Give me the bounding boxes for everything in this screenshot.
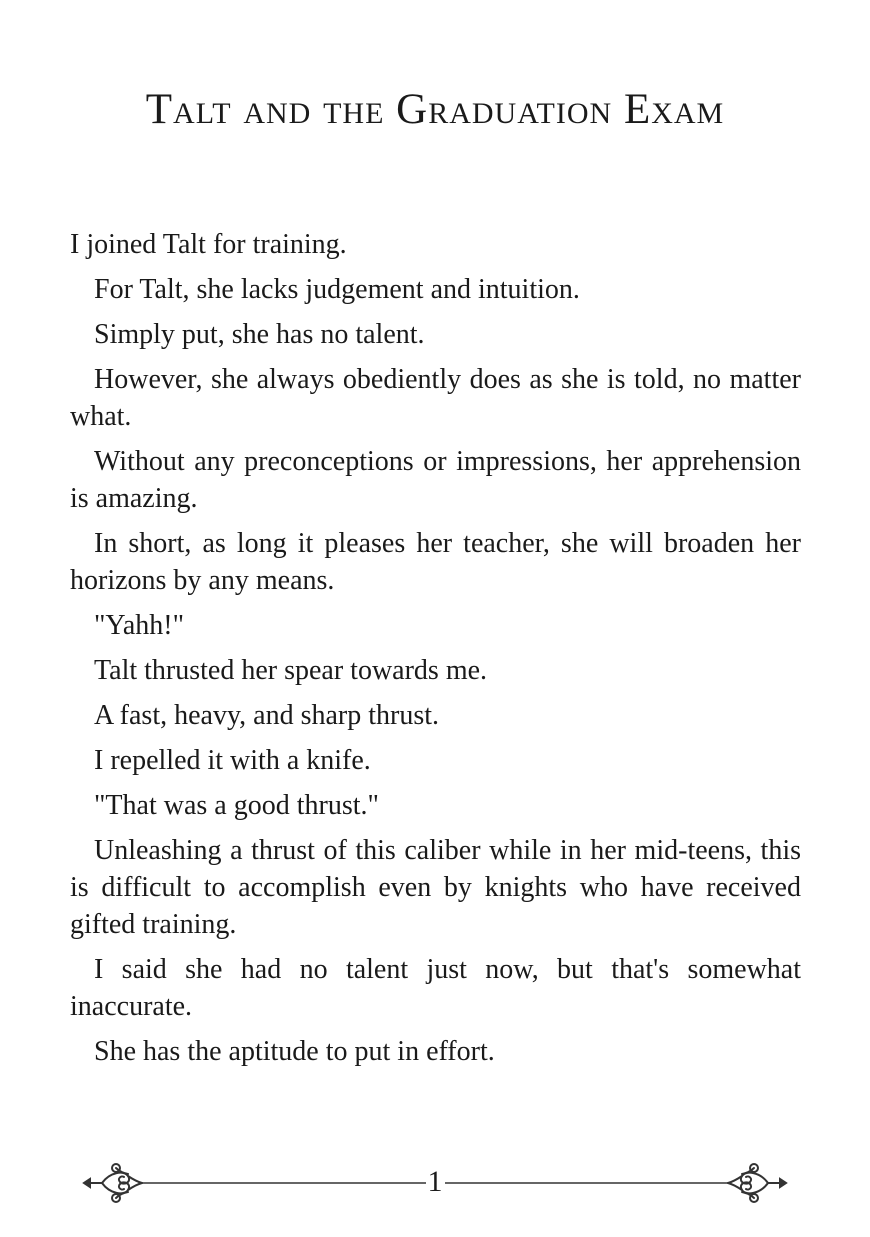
paragraph: For Talt, she lacks judgement and intuition. [94, 274, 580, 305]
paragraph: I repelled it with a knife. [94, 745, 371, 776]
chapter-body [70, 226, 801, 1078]
paragraph: "Yahh!" [94, 610, 185, 641]
paragraph: Simply put, she has no talent. [94, 319, 425, 350]
paragraph: Talt thrusted her spear towards me. [94, 655, 488, 686]
page-number [80, 1162, 790, 1202]
page-number-text: 1 [427, 1165, 443, 1198]
paragraph: I said she had no talent just now, but that's somewhat inaccurate. [70, 954, 801, 1022]
paragraph: "That was a good thrust." [94, 790, 379, 821]
paragraph: I joined Talt for training. [70, 229, 347, 260]
paragraph: Unleashing a thrust of this caliber while in her mid-teens, this is difficult to accomplish even by knights who have received gifted training. [70, 835, 801, 940]
paragraph: She has the aptitude to put in effort. [94, 1036, 495, 1067]
chapter-title: Talt and the Graduation Exam [145, 86, 725, 133]
paragraph: Without any preconceptions or impressions, her apprehension is amazing. [70, 446, 801, 514]
paragraph: A fast, heavy, and sharp thrust. [94, 700, 439, 731]
paragraph: However, she always obediently does as she is told, no matter what. [70, 364, 801, 432]
page-footer [80, 1160, 790, 1206]
paragraph: In short, as long it pleases her teacher, she will broaden her horizons by any means. [70, 528, 801, 596]
